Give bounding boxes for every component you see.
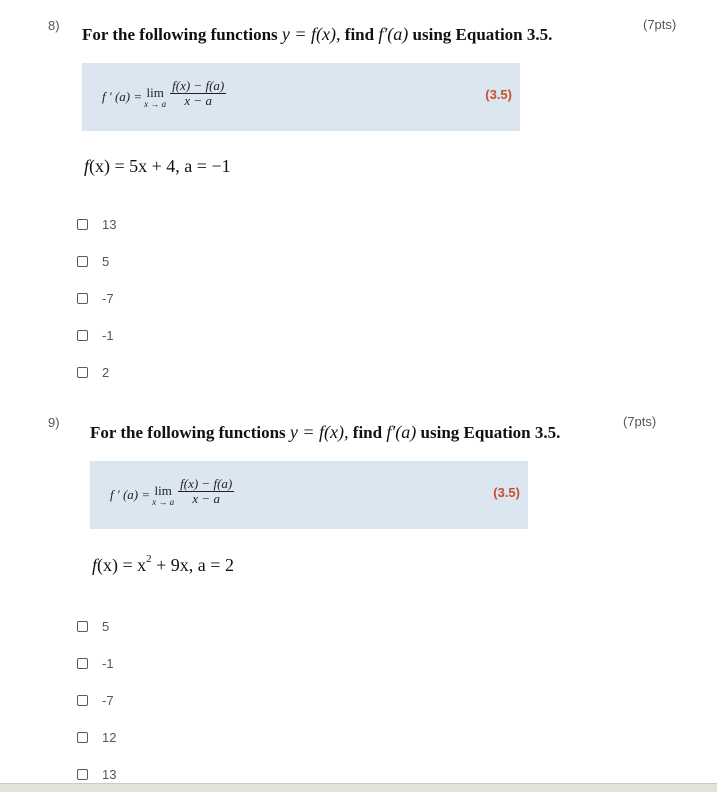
answer-option[interactable]: 13	[77, 766, 116, 782]
answer-option[interactable]: 12	[77, 729, 116, 745]
checkbox[interactable]	[77, 293, 88, 304]
answer-option[interactable]: -1	[77, 655, 114, 671]
equation-box	[90, 461, 528, 529]
answer-option[interactable]: -7	[77, 290, 114, 306]
question-number: 9)	[48, 415, 60, 430]
equation-box	[82, 63, 520, 131]
equation-number: (3.5)	[485, 87, 512, 102]
answer-option[interactable]: 5	[77, 253, 109, 269]
points-label: (7pts)	[643, 17, 677, 32]
derivative-formula: f ′ (a) = lim x → a $\frac{f(x) - f(a)}{x - a}$	[110, 476, 233, 507]
equation-number: (3.5)	[493, 485, 520, 500]
answer-option[interactable]: 13	[77, 216, 116, 232]
answer-option[interactable]: 2	[77, 364, 109, 380]
given-function: f(x) = 5x + 4, a = −1	[84, 156, 231, 176]
answer-option[interactable]: -7	[77, 692, 114, 708]
checkbox[interactable]	[77, 219, 88, 230]
answer-option[interactable]: -1	[77, 327, 114, 343]
question-prompt: For the following functions y = f(x), find f′(a) using Equation 3.5.	[82, 24, 553, 44]
checkbox[interactable]	[77, 658, 88, 669]
checkbox[interactable]	[77, 769, 88, 780]
question-prompt: For the following functions y = f(x), find f′(a) using Equation 3.5.	[90, 422, 561, 442]
points-label: (7pts)	[623, 414, 657, 429]
checkbox[interactable]	[77, 367, 88, 378]
checkbox[interactable]	[77, 330, 88, 341]
answer-option[interactable]: 5	[77, 618, 109, 634]
checkbox[interactable]	[77, 621, 88, 632]
checkbox[interactable]	[77, 732, 88, 743]
checkbox[interactable]	[77, 256, 88, 267]
question-number: 8)	[48, 18, 60, 33]
derivative-formula: f ′ (a) = lim x → a $\frac{f(x) - f(a)}{x - a}$	[102, 78, 225, 109]
given-function: $f(x) = x^2 + 9x$, a = 2	[92, 553, 234, 575]
checkbox[interactable]	[77, 695, 88, 706]
